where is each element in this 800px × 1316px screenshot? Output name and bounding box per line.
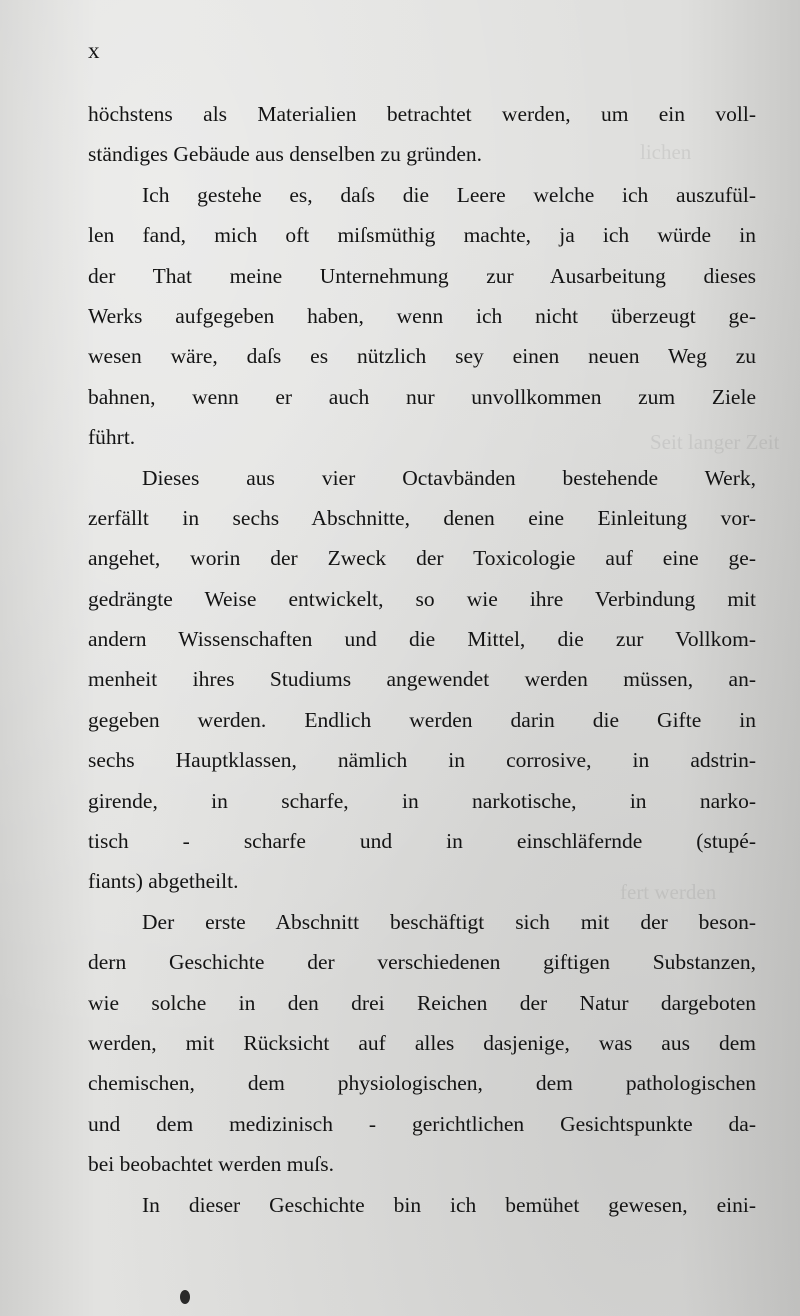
show-through-text: fert werden bbox=[620, 880, 717, 904]
text-line: fiants) abgetheilt. bbox=[88, 869, 239, 894]
ink-speck bbox=[180, 1290, 190, 1304]
text-line: andern Wissenschaften und die Mittel, die zur Vollkom- bbox=[88, 627, 756, 652]
text-line: gedrängte Weise entwickelt, so wie ihre Verbindung mit bbox=[88, 586, 756, 611]
text-line: Werks aufgegeben haben, wenn ich nicht überzeugt ge- bbox=[88, 303, 756, 328]
text-line: Dieses aus vier Octavbänden bestehende Werk, bbox=[142, 465, 756, 490]
text-line: höchstens als Materialien betrachtet werden, um ein voll- bbox=[88, 102, 756, 126]
text-line: dern Geschichte der verschiedenen giftigen Substanzen, bbox=[88, 950, 756, 975]
text-line: bahnen, wenn er auch nur unvollkommen zum Ziele bbox=[88, 384, 756, 409]
text-line: chemischen, dem physiologischen, dem pathologischen bbox=[88, 1071, 756, 1096]
text-line: bei beobachtet werden muſs. bbox=[88, 1152, 334, 1177]
text-line: der That meine Unternehmung zur Ausarbeitung dieses bbox=[88, 263, 756, 288]
text-line: gegeben werden. Endlich werden darin die Gifte in bbox=[88, 707, 756, 732]
text-line: In dieser Geschichte bin ich bemühet gewesen, eini- bbox=[142, 1192, 756, 1217]
body-text bbox=[88, 94, 756, 1225]
text-line: girende, in scharfe, in narkotische, in narko- bbox=[88, 788, 756, 813]
text-line: angehet, worin der Zweck der Toxicologie auf eine ge- bbox=[88, 546, 756, 571]
text-line: zerfällt in sechs Abschnitte, denen eine Einleitung vor- bbox=[88, 505, 756, 530]
text-line: ständiges Gebäude aus denselben zu gründen. bbox=[88, 142, 483, 167]
page-number: x bbox=[88, 38, 101, 63]
text-line: sechs Hauptklassen, nämlich in corrosive, in adstrin- bbox=[88, 748, 756, 773]
text-line: und dem medizinisch - gerichtlichen Gesichtspunkte da- bbox=[88, 1111, 756, 1136]
text-line: len fand, mich oft miſsmüthig machte, ja ich würde in bbox=[88, 223, 756, 248]
text-line: wie solche in den drei Reichen der Natur dargeboten bbox=[88, 990, 756, 1015]
text-line: werden, mit Rücksicht auf alles dasjenige, was aus dem bbox=[88, 1030, 756, 1055]
text-line: Ich gestehe es, daſs die Leere welche ich auszufül- bbox=[142, 182, 756, 207]
show-through-text: Seit langer Zeit bbox=[650, 430, 780, 454]
text-line: führt. bbox=[88, 425, 136, 450]
text-line: tisch - scharfe und in einschläfernde (stupé- bbox=[88, 829, 756, 854]
text-line: wesen wäre, daſs es nützlich sey einen neuen Weg zu bbox=[88, 344, 756, 369]
text-line: Der erste Abschnitt beschäftigt sich mit der beson- bbox=[142, 909, 756, 934]
text-line: menheit ihres Studiums angewendet werden müssen, an- bbox=[88, 667, 756, 692]
show-through-text: lichen bbox=[640, 140, 692, 164]
